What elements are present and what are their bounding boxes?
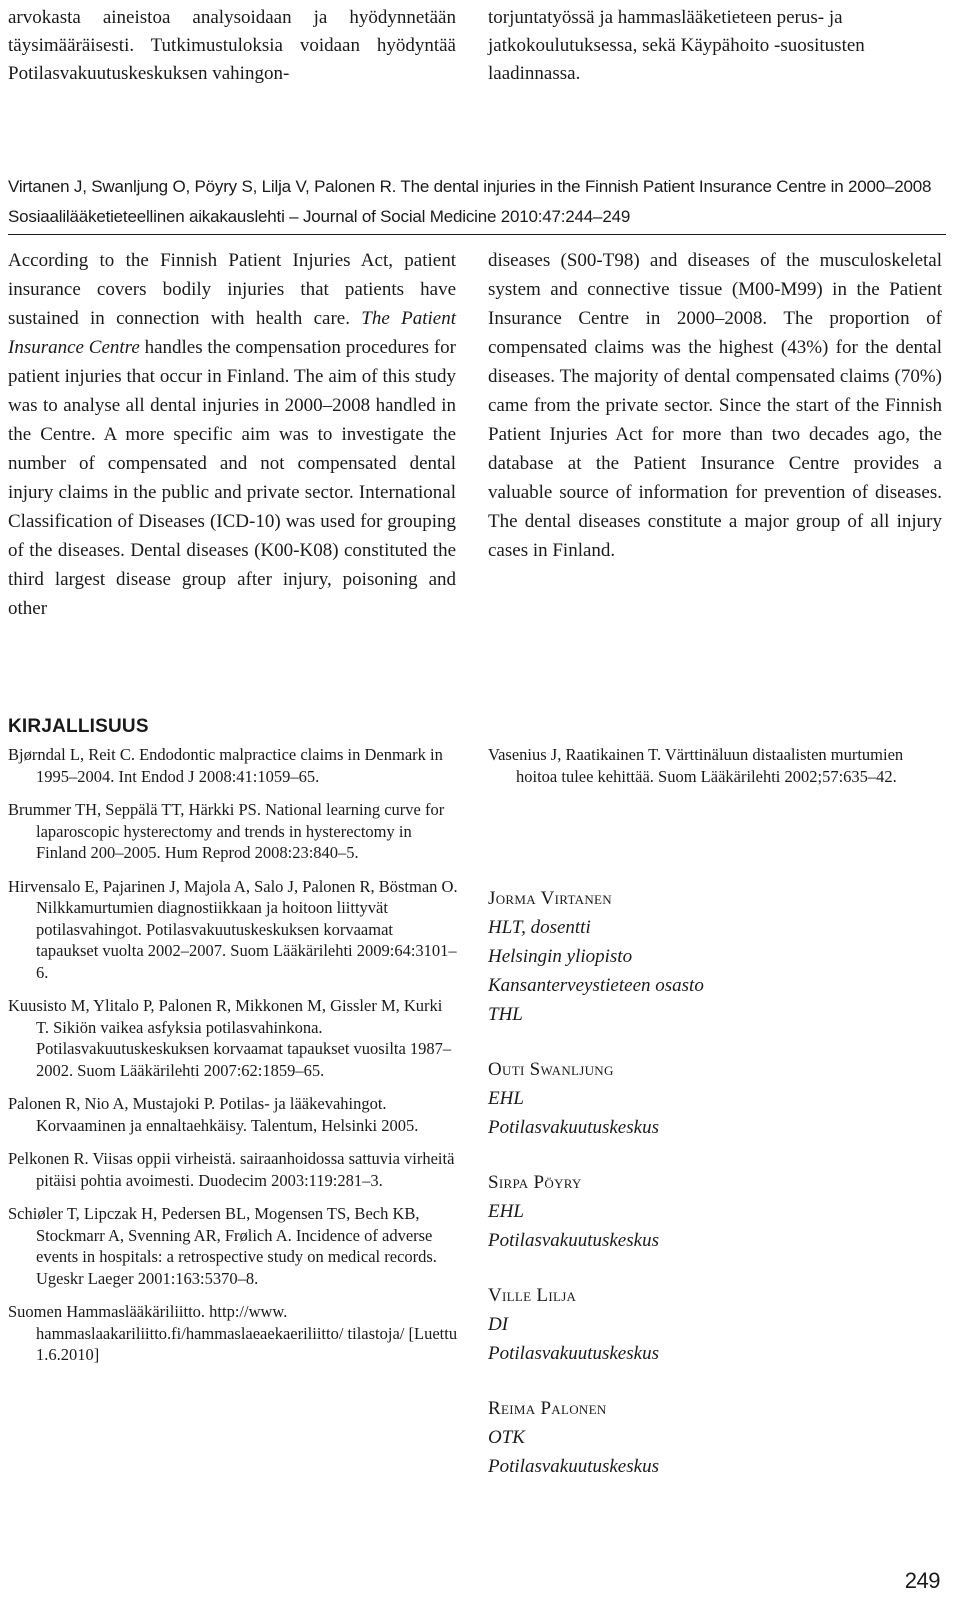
author-name: Outi Swanljung (488, 1059, 614, 1080)
abstract-text: According to the Finnish Patient Injuries Act, patient insurance covers bodily injuries that patients have sustained in connection with health care. (8, 250, 456, 329)
top-right-column-text (488, 4, 942, 88)
reference-item: Suomen Hammaslääkäriliitto. http://www. hammaslaakariliitto.fi/hammaslaeaekaeriliitto/ tilastoja/ [Luettu 1.6.2010] (8, 1302, 458, 1364)
reference-item: Schiøler T, Lipczak H, Pedersen BL, Mogensen TS, Bech KB, Stockmarr A, Svenning AR, Frølich A. Incidence of adverse events in hospitals: a retrospective study on medical records. Ugeskr Laeger 2001:163:5370–8. (8, 1204, 437, 1288)
top-left-column-text (8, 4, 456, 88)
author-affiliation: Potilasvakuutuskeskus (488, 1343, 659, 1364)
references-right-column (488, 744, 938, 799)
reference-item: Palonen R, Nio A, Mustajoki P. Potilas- ja lääkevahingot. Korvaaminen ja ennaltaehkäisy. Talentum, Helsinki 2005. (8, 1094, 419, 1135)
author-name: Sirpa Pöyry (488, 1172, 582, 1193)
author-block (488, 1055, 938, 1142)
author-block (488, 1394, 938, 1481)
reference-item: Brummer TH, Seppälä TT, Härkki PS. National learning curve for laparoscopic hysterectomy and trends in hysterectomy in Finland 200–2005. Hum Reprod 2008:23:840–5. (8, 800, 445, 862)
abstract-right-column (488, 246, 942, 565)
abstract-italic-text: The Patient Insurance Centre (8, 308, 456, 358)
author-affiliation: Potilasvakuutuskeskus (488, 1456, 659, 1477)
references-heading: KIRJALLISUUS (8, 716, 149, 737)
author-block (488, 1168, 938, 1255)
divider-rule (8, 234, 946, 235)
author-block (488, 1281, 938, 1368)
author-affiliation: EHL (488, 1088, 524, 1109)
body-paragraph: torjuntatyössä ja hammaslääketieteen perus- ja jatkokoulutuksessa, sekä Käypähoito -suositusten laadinnassa. (488, 7, 865, 84)
citation-line: Virtanen J, Swanljung O, Pöyry S, Lilja V, Palonen R. The dental injuries in the Finnish Patient Insurance Centre in 2000–2008 (8, 177, 932, 196)
author-affiliation: Potilasvakuutuskeskus (488, 1117, 659, 1138)
author-affiliation: HLT, dosentti (488, 917, 591, 938)
reference-item: Kuusisto M, Ylitalo P, Palonen R, Mikkonen M, Gissler M, Kurki T. Sikiön vaikea asfyksia potilasvahinkona. Potilasvakuutuskeskuksen korvaamat tapaukset vuosilta 1987–2002. Suom Lääkärilehti 2007:62:1859–65. (8, 996, 452, 1080)
abstract-paragraph: diseases (S00-T98) and diseases of the musculoskeletal system and connective tissue (M00-M99) in the Patient Insurance Centre in 2000–2008. The proportion of compensated claims was the highest (43%) for the dental diseases. The majority of dental compensated claims (70%) came from the private sector. Since the start of the Finnish Patient Injuries Act for more than two decades ago, the database at the Patient Insurance Centre provides a valuable source of information for prevention of diseases. The dental diseases constitute a major group of all injury cases in Finland. (488, 250, 942, 561)
reference-item: Vasenius J, Raatikainen T. Värttinäluun distaalisten murtumien hoitoa tulee kehittää. Suom Lääkärilehti 2002;57:635–42. (488, 745, 904, 786)
author-affiliation: Potilasvakuutuskeskus (488, 1230, 659, 1251)
author-affiliation: EHL (488, 1201, 524, 1222)
article-citation (8, 172, 948, 232)
author-affiliation: OTK (488, 1427, 525, 1448)
reference-item: Hirvensalo E, Pajarinen J, Majola A, Salo J, Palonen R, Böstman O. Nilkkamurtumien diagnostiikkaan ja hoitoon liittyvät potilasvahingot. Potilasvakuutuskeskuksen korvaamat tapaukset vuolta 2002–2007. Suom Lääkärilehti 2009:64:3101–6. (8, 876, 458, 982)
author-block (488, 884, 938, 1029)
author-name: Ville Lilja (488, 1285, 577, 1306)
references-left-column (8, 744, 458, 1378)
page-number: 249 (904, 1568, 940, 1593)
author-name: Reima Palonen (488, 1398, 607, 1419)
abstract-left-column (8, 246, 456, 623)
author-affiliation: Helsingin yliopisto (488, 946, 633, 967)
abstract-paragraph (8, 246, 456, 623)
author-affiliation: DI (488, 1314, 509, 1335)
author-affiliation: THL (488, 1004, 523, 1025)
citation-journal-line: Sosiaalilääketieteellinen aikakauslehti – Journal of Social Medicine 2010:47:244–249 (8, 207, 631, 226)
abstract-text: handles the compensation procedures for patient injuries that occur in Finland. The aim of this study was to analyse all dental injuries in 2000–2008 handled in the Centre. A more specific aim was to investigate the number of compensated and not compensated dental injury claims in the public and private sector. International Classification of Diseases (ICD-10) was used for grouping of the diseases. Dental diseases (K00-K08) constituted the third largest disease group after injury, poisoning and other (8, 337, 456, 619)
author-name: Jorma Virtanen (488, 888, 612, 909)
author-list (488, 884, 938, 1507)
body-paragraph: arvokasta aineistoa analysoidaan ja hyödynnetään täysimääräisesti. Tutkimustuloksia voidaan hyödyntää Potilasvakuutuskeskuksen vahingon- (8, 7, 456, 84)
reference-item: Bjørndal L, Reit C. Endodontic malpractice claims in Denmark in 1995–2004. Int Endod J 2008:41:1059–65. (8, 745, 443, 786)
reference-item: Pelkonen R. Viisas oppii virheistä. sairaanhoidossa sattuvia virheitä pitäisi pohtia avoimesti. Duodecim 2003:119:281–3. (8, 1149, 455, 1190)
author-affiliation: Kansanterveystieteen osasto (488, 975, 704, 996)
